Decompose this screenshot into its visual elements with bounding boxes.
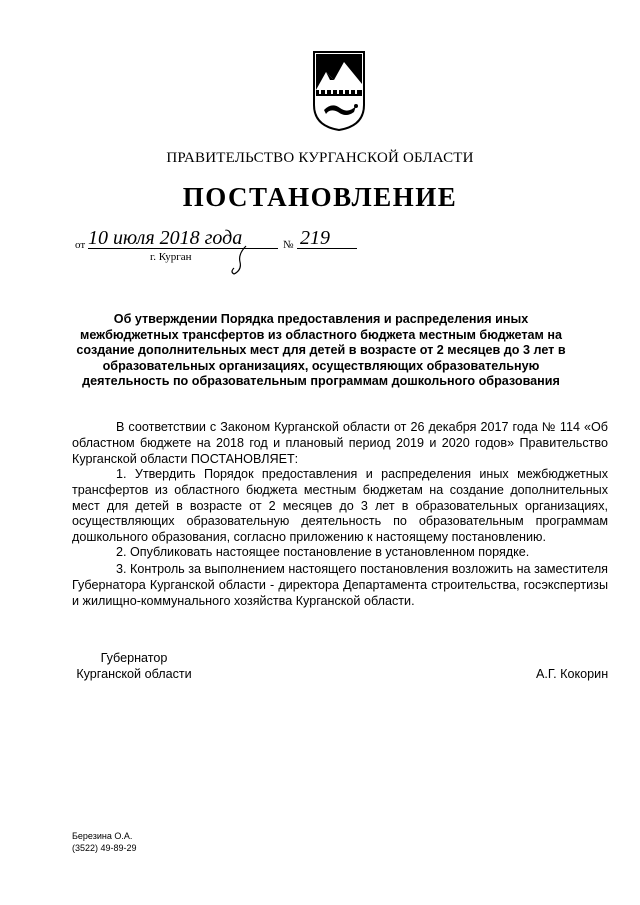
item-3-paragraph: 3. Контроль за выполнением настоящего постановления возложить на заместителя Губернатора Курганской области - директора Департамента строительства, госэкспертизы и жилищно-коммунального хозяйства Курганской области. — [72, 562, 608, 608]
item-1-paragraph: 1. Утвердить Порядок предоставления и распределения иных межбюджетных трансфертов из областного бюджета местным бюджетам на создание дополнительных мест для детей в возрасте от 2 месяцев до 3 лет в образовательных организациях, осуществляющих образовательную деятельность по образовательным программам дошкольного образования, согласно приложению к настоящему постановлению. — [72, 467, 608, 545]
number-label: № — [283, 239, 294, 251]
city-label: г. Курган — [150, 251, 192, 263]
organization-name: ПРАВИТЕЛЬСТВО КУРГАНСКОЙ ОБЛАСТИ — [166, 150, 474, 166]
executor-info — [72, 830, 137, 854]
date-from-label: от — [75, 239, 86, 251]
handwritten-date: 10 июля 2018 года — [88, 227, 243, 249]
handwritten-number: 219 — [300, 227, 330, 249]
signatory-name: А.Г. Кокорин — [536, 667, 609, 681]
handwritten-initial-mark — [228, 244, 254, 276]
document-heading: Об утверждении Порядка предоставления и распределения иных межбюджетных трансфертов из областного бюджета местным бюджетам на создание дополнительных мест для детей в возрасте от 2 месяцев до 3 лет в образовательных организациях, осуществляющих образовательную деятельность по образовательным программам дошкольного образования — [76, 312, 566, 389]
signatory-title-line-1: Губернатор — [100, 651, 168, 665]
coat-of-arms-emblem — [312, 50, 366, 132]
preamble-paragraph: В соответствии с Законом Курганской области от 26 декабря 2017 года № 114 «Об областном бюджете на 2018 год и плановый период 2019 и 2020 годов» Правительство Курганской области ПОСТАНОВЛЯЕТ: — [72, 420, 608, 466]
executor-phone: (3522) 49-89-29 — [72, 843, 137, 853]
executor-name: Березина О.А. — [72, 831, 133, 841]
signatory-title — [70, 651, 198, 683]
signatory-title-line-2: Курганской области — [76, 666, 192, 681]
document-type-title: ПОСТАНОВЛЕНИЕ — [182, 182, 458, 212]
item-2-paragraph: 2. Опубликовать настоящее постановление в установленном порядке. — [116, 545, 530, 559]
